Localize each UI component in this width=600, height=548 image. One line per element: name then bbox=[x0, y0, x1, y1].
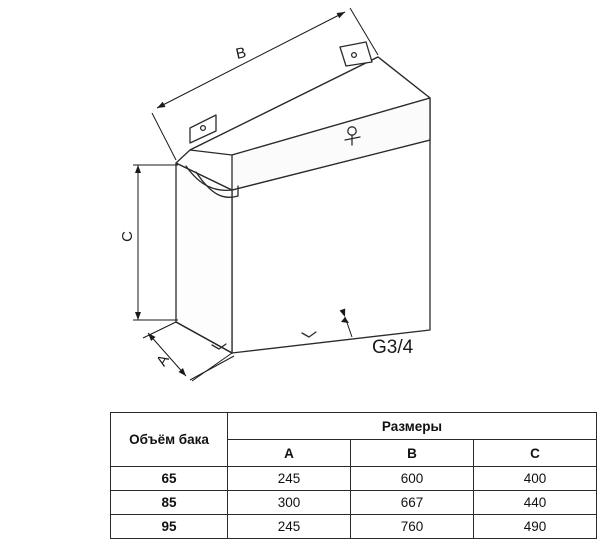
header-col-a: A bbox=[228, 440, 351, 467]
cell-b: 760 bbox=[351, 515, 474, 539]
table-row bbox=[111, 515, 597, 539]
dimension-label-a: A bbox=[153, 351, 173, 370]
cell-c: 490 bbox=[474, 515, 597, 539]
table-header-row bbox=[111, 413, 597, 440]
header-sizes: Размеры bbox=[228, 413, 597, 440]
cell-c: 400 bbox=[474, 467, 597, 491]
table-row bbox=[111, 467, 597, 491]
cell-volume: 65 bbox=[111, 467, 228, 491]
cell-a: 245 bbox=[228, 467, 351, 491]
tank-body bbox=[176, 42, 430, 353]
header-col-c: C bbox=[474, 440, 597, 467]
cell-volume: 85 bbox=[111, 491, 228, 515]
header-volume: Объём бака bbox=[111, 413, 228, 467]
table-row bbox=[111, 491, 597, 515]
cell-volume: 95 bbox=[111, 515, 228, 539]
cell-b: 600 bbox=[351, 467, 474, 491]
cell-c: 440 bbox=[474, 491, 597, 515]
dimension-label-c: C bbox=[118, 231, 136, 242]
cell-a: 245 bbox=[228, 515, 351, 539]
dimensions-table bbox=[110, 412, 597, 539]
thread-label: G3/4 bbox=[372, 337, 414, 358]
cell-a: 300 bbox=[228, 491, 351, 515]
cell-b: 667 bbox=[351, 491, 474, 515]
header-col-b: B bbox=[351, 440, 474, 467]
dimension-label-b: B bbox=[234, 44, 248, 63]
